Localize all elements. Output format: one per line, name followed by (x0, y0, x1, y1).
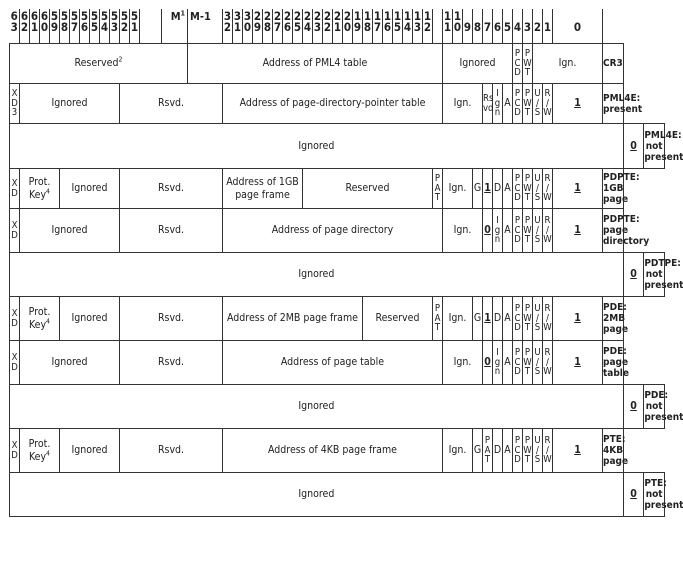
ignored-field: Ignored (10, 385, 624, 429)
bit-label-bits_low: 8 (473, 9, 483, 44)
bit-label-bits_mid: 2 6 (283, 9, 293, 44)
ign-bit: I g n (493, 84, 503, 124)
present-bit: 0 (623, 385, 644, 429)
pcd-bit: P C D (513, 297, 523, 341)
ignored-field: Ignored (10, 124, 624, 169)
global-bit: G (473, 297, 483, 341)
rsvd-field: Rsvd. (120, 84, 223, 124)
paging-structure-figure (9, 9, 683, 550)
rsvd-bit: Rs vd (483, 84, 493, 124)
us-bit: U / S (533, 209, 543, 253)
ignored-field: Ignored (443, 44, 513, 84)
page-size-bit: 0 (483, 209, 493, 253)
bit-label-bits_mid: 2 9 (253, 9, 263, 44)
ign-bit: I g n (493, 209, 503, 253)
xd-bit: X D 3 (10, 84, 20, 124)
rw-bit: R / W (543, 341, 553, 385)
xd-bit: X D (10, 209, 20, 253)
ignored-field: Ignored (10, 473, 624, 517)
bit-label-bits_high: 5 1 (130, 9, 140, 44)
bit-label-bits_mid: 1 5 (393, 9, 403, 44)
entry-name: PML4E: not present (644, 124, 665, 169)
page-size-bit: 0 (483, 341, 493, 385)
header-gap (140, 9, 162, 44)
entry-name: CR3 (603, 44, 624, 84)
bit-label-bits_high: 5 5 (90, 9, 100, 44)
rw-bit: R / W (543, 209, 553, 253)
ign-field: Ign. (443, 297, 473, 341)
bit-label-bits_mid: 2 0 (343, 9, 353, 44)
row-pdpte-page-directory (10, 209, 665, 253)
entry-name: PTE: 4KB page (603, 429, 624, 473)
bit-label-bits_mid: 1 7 (373, 9, 383, 44)
bit-label-bits_mid: 3 2 (223, 9, 233, 44)
accessed-bit: A (503, 341, 513, 385)
bit-label-bits_low: 0 (553, 9, 603, 44)
bit-label-bits_low: 9 (463, 9, 473, 44)
pat-bit: P A T (433, 169, 443, 209)
xd-bit: X D (10, 297, 20, 341)
page-frame-address-field: Address of 1GB page frame (223, 169, 303, 209)
bit-label-bits_mid: 2 3 (313, 9, 323, 44)
rsvd-field: Rsvd. (120, 297, 223, 341)
bit-label-bits_high: 5 9 (50, 9, 60, 44)
paging-format-table (9, 9, 683, 517)
bit-label-bits_high: 5 3 (110, 9, 120, 44)
ign-field: Ign. (443, 341, 483, 385)
m-minus-1-label: M-1 (188, 9, 223, 44)
pcd-bit: P C D (513, 84, 523, 124)
max-physical-bit-label: $M^1$ (162, 9, 188, 44)
bit-label-bits_low: 2 (533, 9, 543, 44)
row-cr3 (10, 44, 665, 84)
bit-label-bits_high: 5 6 (80, 9, 90, 44)
dirty-bit: D (493, 169, 503, 209)
entry-name: PDE: not present (644, 385, 665, 429)
pcd-bit: P C D (513, 169, 523, 209)
pwt-bit: P W T (523, 429, 533, 473)
ignored-field: Ignored (60, 429, 120, 473)
us-bit: U / S (533, 84, 543, 124)
ign-field: Ign. (443, 84, 483, 124)
pwt-bit: P W T (523, 341, 533, 385)
page-size-bit: 1 (483, 297, 493, 341)
row-pml4e-present (10, 84, 665, 124)
reserved-field: Reserved (363, 297, 433, 341)
row-pde-not-present (10, 385, 665, 429)
global-bit: G (473, 169, 483, 209)
pcd-bit: P C D (513, 44, 523, 84)
bit-label-bits_high: 6 3 (10, 9, 18, 34)
bit-label-bits_low: 5 (503, 9, 513, 44)
present-bit: 0 (623, 473, 644, 517)
row-pdpte-1gb (10, 169, 665, 209)
bit-label-bits_high: 5 7 (70, 9, 80, 44)
present-bit: 1 (553, 169, 603, 209)
entry-name: PDE: 2MB page (603, 297, 624, 341)
bit-label-bits_mid: 1 3 (413, 9, 423, 44)
bit-label-bits_mid: 1 2 (423, 9, 433, 44)
pcd-bit: P C D (513, 429, 523, 473)
bit-label-bits_mid: 1 6 (383, 9, 393, 44)
page-frame-address-field: Address of 4KB page frame (223, 429, 443, 473)
accessed-bit: A (503, 209, 513, 253)
accessed-bit: A (503, 84, 513, 124)
bit-label-bits_high: 6 2 (20, 9, 30, 44)
bit-label-bits_low: 1 (543, 9, 553, 44)
entry-name: PDE: page table (603, 341, 624, 385)
ign-field: Ign. (443, 169, 473, 209)
reserved-field: Reserved (303, 169, 433, 209)
rsvd-field: Rsvd. (120, 209, 223, 253)
pwt-bit: P W T (523, 297, 533, 341)
rw-bit: R / W (543, 429, 553, 473)
rsvd-field: Rsvd. (120, 429, 223, 473)
bit-label-bits_mid: 2 1 (333, 9, 343, 44)
row-pdpte-not-present (10, 253, 665, 297)
accessed-bit: A (503, 429, 513, 473)
protection-key-field: Prot. Key$^4$ (20, 169, 60, 209)
row-pte-not-present (10, 473, 665, 517)
entry-name: PDTPE: not present (644, 253, 665, 297)
bit-label-bits_mid: 1 9 (353, 9, 363, 44)
row-pde-page-table (10, 341, 665, 385)
bit-label-bits_mid: 2 7 (273, 9, 283, 44)
present-bit: 1 (553, 84, 603, 124)
page-directory-address-field: Address of page directory (223, 209, 443, 253)
bit-label-bits_mid: 1 8 (363, 9, 373, 44)
entry-name: PTE: not present (644, 473, 665, 517)
bit-label-bits_low: 1 0 (453, 9, 463, 44)
us-bit: U / S (533, 429, 543, 473)
bit-label-bits_mid: 3 0 (243, 9, 253, 44)
present-bit: 0 (623, 253, 644, 297)
bit-label-bits_mid: 2 5 (293, 9, 303, 44)
ignored-field: Ignored (20, 209, 120, 253)
bit-label-bits_high: 6 0 (40, 9, 50, 44)
ign-field: Ign. (443, 429, 473, 473)
rsvd-field: Rsvd. (120, 341, 223, 385)
bit-label-bits_mid: 1 4 (403, 9, 413, 44)
accessed-bit: A (503, 169, 513, 209)
protection-key-field: Prot. Key$^4$ (20, 297, 60, 341)
pcd-bit: P C D (513, 341, 523, 385)
xd-bit: X D (10, 169, 20, 209)
bit-position-header (10, 9, 665, 44)
rw-bit: R / W (543, 169, 553, 209)
entry-name: PDPTE: page directory (603, 209, 624, 253)
bit-label-bits_low: 3 (523, 9, 533, 44)
pat-bit: P A T (483, 429, 493, 473)
pwt-bit: P W T (523, 84, 533, 124)
header-name-col (603, 9, 624, 44)
present-bit: 1 (553, 209, 603, 253)
ign-field: Ign. (443, 209, 483, 253)
pwt-bit: P W T (523, 44, 533, 84)
ignored-field: Ignored (20, 341, 120, 385)
rsvd-field: Rsvd. (120, 169, 223, 209)
us-bit: U / S (533, 297, 543, 341)
us-bit: U / S (533, 341, 543, 385)
global-bit: G (473, 429, 483, 473)
row-pde-2mb (10, 297, 665, 341)
page-table-address-field: Address of page table (223, 341, 443, 385)
bit-label-bits_high: 5 4 (100, 9, 110, 44)
xd-bit: X D (10, 341, 20, 385)
pwt-bit: P W T (523, 169, 533, 209)
bit-label-bits_mid: 2 2 (323, 9, 333, 44)
ignored-field: Ignored (60, 169, 120, 209)
pat-bit: P A T (433, 297, 443, 341)
protection-key-field: Prot. Key$^4$ (20, 429, 60, 473)
dirty-bit: D (493, 297, 503, 341)
ignored-field: Ignored (60, 297, 120, 341)
bit-label-bits_low: 7 (483, 9, 493, 44)
bit-label-bits_high: 5 8 (60, 9, 70, 44)
bit-label-bits_mid: 2 4 (303, 9, 313, 44)
accessed-bit: A (503, 297, 513, 341)
page-frame-address-field: Address of 2MB page frame (223, 297, 363, 341)
rw-bit: R / W (543, 297, 553, 341)
present-bit: 1 (553, 341, 603, 385)
bit-label-bits_low: 1 1 (443, 9, 453, 44)
present-bit: 1 (553, 297, 603, 341)
present-bit: 1 (553, 429, 603, 473)
page-size-bit: 1 (483, 169, 493, 209)
ignored-field: Ignored (20, 84, 120, 124)
reserved-field: Reserved$^2$ (10, 44, 188, 84)
pcd-bit: P C D (513, 209, 523, 253)
us-bit: U / S (533, 169, 543, 209)
ign-field: Ign. (533, 44, 603, 84)
dirty-bit: D (493, 429, 503, 473)
row-pte-4kb (10, 429, 665, 473)
bit-label-bits_mid: 3 1 (233, 9, 243, 44)
row-pml4e-not-present (10, 124, 665, 169)
bit-label-bits_low: 4 (513, 9, 523, 44)
bit-label-bits_high: 5 2 (120, 9, 130, 44)
pdpt-address-field: Address of page-directory-pointer table (223, 84, 443, 124)
pml4-address-field: Address of PML4 table (188, 44, 443, 84)
xd-bit: X D (10, 429, 20, 473)
entry-name: PDPTE: 1GB page (603, 169, 624, 209)
ignored-field: Ignored (10, 253, 624, 297)
entry-name: PML4E: present (603, 84, 624, 124)
bit-label-bits_mid: 2 8 (263, 9, 273, 44)
bit-label-bits_low: 6 (493, 9, 503, 44)
bit-label-bits_high: 6 1 (30, 9, 40, 44)
pwt-bit: P W T (523, 209, 533, 253)
ign-bit: I g n (493, 341, 503, 385)
present-bit: 0 (623, 124, 644, 169)
rw-bit: R / W (543, 84, 553, 124)
header-gap (433, 9, 443, 44)
